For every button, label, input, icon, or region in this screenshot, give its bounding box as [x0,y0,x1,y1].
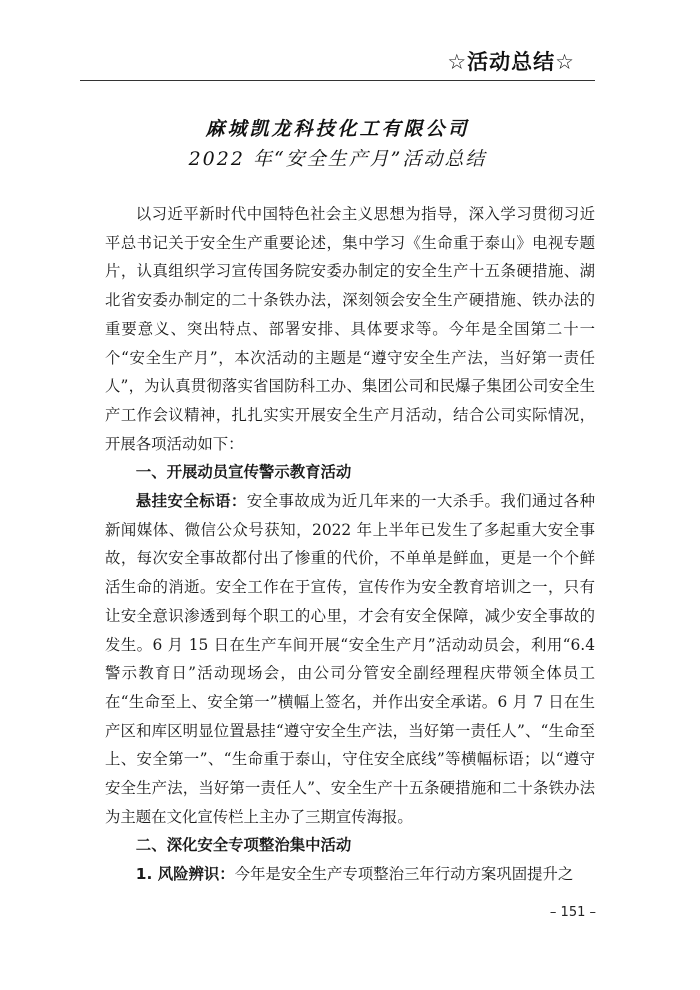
document-body [105,200,595,889]
company-name: 麻城凯龙科技化工有限公司 [205,118,470,140]
section-1-text: 安全事故成为近几年来的一大杀手。我们通过各种新闻媒体、微信公众号获知，2022 年上半年已发生了多起重大安全事故，每次安全事故都付出了惨重的代价，不单单是鲜血，更是一个个鲜活生命的消逝。安全工作在于宣传，宣传作为安全教育培训之一，只有让安全意识渗透到每个职工的心里，才会有安全保障，减少安全事故的发生。6 月 15 日在生产车间开展“安全生产月”活动动员会，利用“6.4 警示教育日”活动现场会，由公司分管安全副经理程庆带领全体员工在“生命至上、安全第一”横幅上签名，并作出安全承诺。6 月 7 日在生产区和库区明显位置悬挂“遵守安全生产法，当好第一责任人”、“生命至上、安全第一”、“生命重于泰山，守住安全底线”等横幅标语；以“遵守安全生产法，当好第一责任人”、安全生产十五条硬措施和二十条铁办法为主题在文化宣传栏上主办了三期宣传海报。 [105,492,595,826]
section-2-heading: 二、深化安全专项整治集中活动 [135,836,352,855]
page-header [80,44,595,81]
document-title [80,114,595,174]
header-title: ☆活动总结☆ [447,50,575,74]
section-2-text: 今年是安全生产专项整治三年行动方案巩固提升之 [234,865,574,884]
page-number: – 151 – [549,905,596,920]
report-title: 2022 年“安全生产月”活动总结 [188,148,487,170]
section-1-lead: 悬挂安全标语： [135,492,247,511]
section-2-paragraph [105,860,595,889]
section-1-paragraph [105,487,595,831]
section-1-heading: 一、开展动员宣传警示教育活动 [135,463,352,482]
section-2-lead: 1. 风险辨识： [135,865,235,884]
intro-paragraph: 以习近平新时代中国特色社会主义思想为指导，深入学习贯彻习近平总书记关于安全生产重要论述，集中学习《生命重于泰山》电视专题片，认真组织学习宣传国务院安委办制定的安全生产十五条硬措施、湖北省安委办制定的二十条铁办法，深刻领会安全生产硬措施、铁办法的重要意义、突出特点、部署安排、具体要求等。今年是全国第二十一个“安全生产月”，本次活动的主题是“遵守安全生产法，当好第一责任人”，为认真贯彻落实省国防科工办、集团公司和民爆子集团公司安全生产工作会议精神，扎扎实实开展安全生产月活动，结合公司实际情况，开展各项活动如下： [105,205,595,453]
